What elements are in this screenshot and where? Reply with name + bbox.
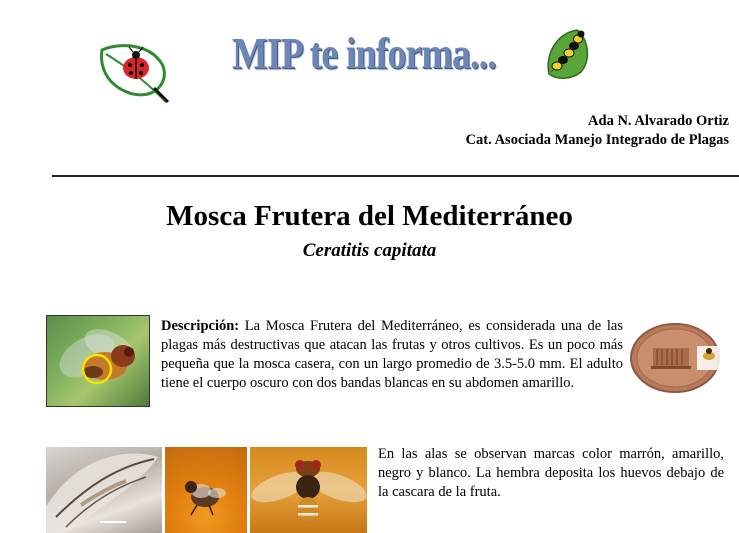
caterpillar-on-leaf-icon	[541, 26, 595, 82]
fly-on-leaf-photo	[46, 315, 150, 407]
leaf-ladybug-icon	[96, 40, 172, 104]
author-block	[466, 112, 729, 150]
fly-wing-closeup-photo	[46, 447, 162, 533]
author-name: Ada N. Alvarado Ortiz	[588, 113, 729, 129]
description-label: Descripción:	[161, 318, 240, 334]
wings-paragraph: En las alas se observan marcas color marrón, amarillo, negro y blanco. La hembra deposita los huevos debajo de la cascara de la fruta.	[378, 446, 724, 500]
adult-fly-dorsal-photo	[250, 447, 367, 533]
page-title: Mosca Frutera del Mediterráneo	[166, 200, 573, 232]
header-divider	[52, 175, 739, 177]
description-text: La Mosca Frutera del Mediterráneo, es considerada una de las plagas más destructivas que atacan las frutas y otros cultivos. Es un poco más pequeña que la mosca casera, con un largo promedio de 3.5-5.0 mm. El adulto tiene el cuerpo oscuro con dos bandas blancas en su abdomen amarillo.	[161, 318, 623, 391]
masthead-title: MIP te informa...	[232, 29, 496, 78]
description-paragraph	[161, 317, 623, 393]
penny-size-comparison-image	[627, 318, 726, 398]
fly-on-orange-photo	[165, 447, 247, 533]
author-title: Cat. Asociada Manejo Integrado de Plagas	[465, 132, 729, 148]
scientific-name: Ceratitis capitata	[302, 240, 437, 261]
